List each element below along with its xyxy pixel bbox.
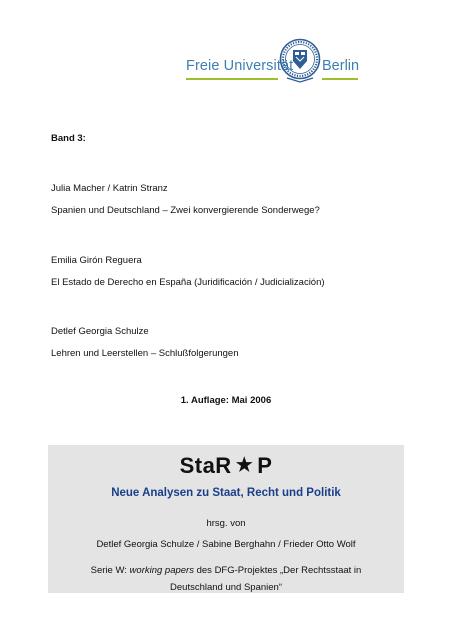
entry-2-title: El Estado de Derecho en España (Juridificación / Judicialización) [51, 277, 325, 288]
serie-line-1 [48, 565, 404, 576]
series-subtitle: Neue Analysen zu Staat, Recht und Politik [111, 487, 341, 499]
entry-2-authors: Emilia Girón Reguera [51, 255, 142, 266]
logo-text-right: Berlin [322, 58, 360, 74]
entry-1-title: Spanien und Deutschland – Zwei konvergierende Sonderwege? [51, 205, 320, 216]
logo-text-left: Freie Universität [186, 58, 294, 74]
university-seal-icon [279, 38, 321, 84]
entry-1-authors: Julia Macher / Katrin Stranz [51, 183, 168, 194]
star-icon: ★ [235, 455, 254, 476]
logo-rule-right [322, 78, 358, 80]
serie-italic: working papers [129, 565, 194, 576]
serie-line-2: Deutschland und Spanien“ [170, 582, 282, 593]
edition-line: 1. Auflage: Mai 2006 [180, 395, 272, 406]
series-box [48, 445, 404, 593]
entry-3-title: Lehren und Leerstellen – Schlußfolgerungen [51, 348, 239, 359]
editors-line: Detlef Georgia Schulze / Sabine Berghahn / Frieder Otto Wolf [96, 539, 356, 550]
band-label: Band 3: [51, 133, 86, 144]
series-title-right: P [257, 453, 273, 478]
serie-suffix: des DFG-Projektes „Der Rechtsstaat in [193, 565, 362, 576]
entry-3-authors: Detlef Georgia Schulze [51, 326, 149, 337]
series-title [48, 453, 404, 479]
series-title-left: StaR [179, 453, 232, 478]
logo-rule-left [186, 78, 278, 80]
serie-prefix: Serie W: [90, 565, 130, 576]
hrsg-label: hrsg. von [206, 518, 246, 529]
